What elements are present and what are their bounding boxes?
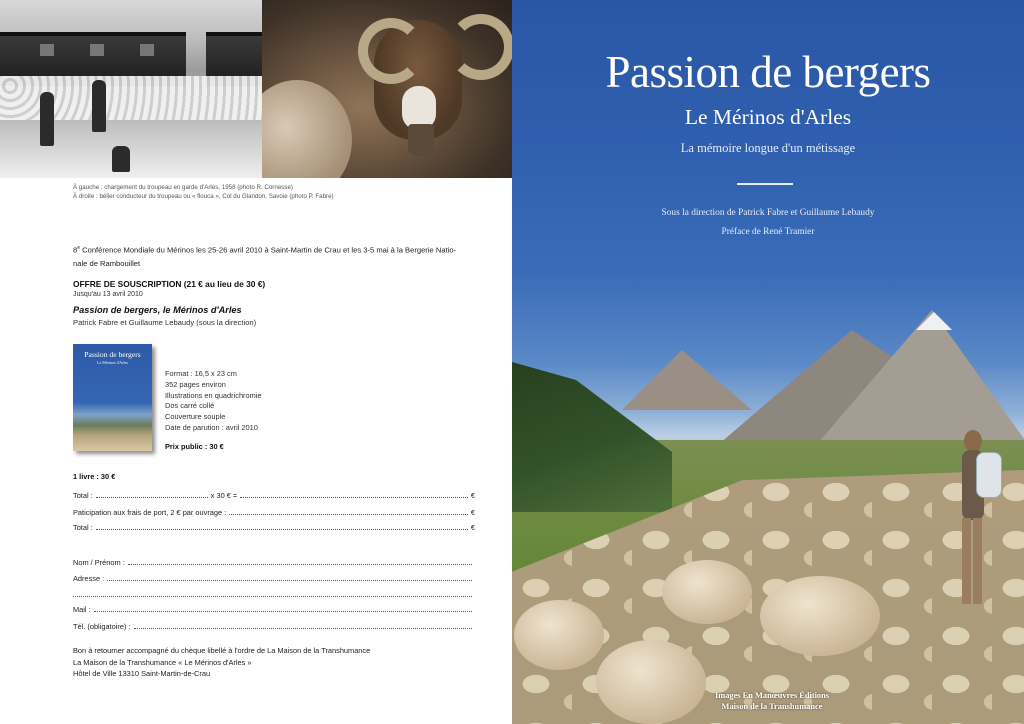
spec-item: Date de parution : avril 2010 xyxy=(165,422,258,432)
divider xyxy=(737,183,793,185)
mail-row: Mail : xyxy=(73,604,475,614)
offer-deadline: Jusqu'au 13 avril 2010 xyxy=(73,291,143,298)
cover-subtitle: Le Mérinos d'Arles xyxy=(684,105,852,129)
return-line: Hôtel de Ville 13310 Saint-Martin-de-Crau xyxy=(73,669,211,679)
name-row: Nom / Prénom : xyxy=(73,557,475,567)
photo-herd-loading xyxy=(0,0,262,178)
book-title: Passion de bergers, le Mérinos d'Arles xyxy=(73,305,242,315)
sheep xyxy=(662,560,752,624)
thumbnail-subtitle: Le Mérinos d'Arles xyxy=(97,360,128,365)
mail-field[interactable] xyxy=(94,604,472,612)
publishers xyxy=(682,690,862,712)
mountain xyxy=(812,310,1024,450)
cover-preface: Préface de René Tramier xyxy=(721,227,815,237)
grand-total-field[interactable] xyxy=(96,522,468,530)
shepherd-figure xyxy=(954,430,990,610)
spec-item: 352 pages environ xyxy=(165,379,226,389)
return-line: Bon à retourner accompagné du chèque libellé à l'ordre de La Maison de la Transhumance xyxy=(73,646,371,655)
publisher-line: Maison de la Transhumance xyxy=(721,702,823,711)
cover-title: Passion de bergers xyxy=(605,47,931,97)
publisher-line: Images En Manœuvres Éditions xyxy=(714,691,830,700)
conference-intro: 8e Conférence Mondiale du Mérinos les 25-26 avril 2010 à Saint-Martin de Crau et les 3-5 mai à la Bergerie Natio- nale de Rambouillet xyxy=(73,245,457,268)
subtotal-field[interactable] xyxy=(240,490,468,498)
offer-title: OFFRE DE SOUSCRIPTION (21 € au lieu de 30 €) xyxy=(73,279,266,289)
grand-total-row: Total : € xyxy=(73,523,475,532)
book-specs xyxy=(165,369,262,434)
ram-horn xyxy=(448,14,512,80)
caption-line: À droite : bélier conducteur du troupeau ou « flouca », Col du Glandon, Savoie (photo P. Fabre) xyxy=(73,192,334,200)
return-instructions xyxy=(73,645,370,680)
bell-icon xyxy=(408,124,434,156)
unit-price: 1 livre : 30 € xyxy=(73,472,116,481)
mountain xyxy=(622,350,752,410)
return-line: La Maison de la Transhumance « Le Mérinos d'Arles » xyxy=(73,657,252,667)
spec-item: Couverture souple xyxy=(165,412,226,422)
sheep xyxy=(514,600,604,670)
phone-field[interactable] xyxy=(134,621,472,629)
address-row: Adresse : xyxy=(73,573,475,583)
book-authors: Patrick Fabre et Guillaume Lebaudy (sous la direction) xyxy=(73,318,257,327)
ram-horn xyxy=(358,18,424,84)
sheep xyxy=(760,576,880,656)
name-field[interactable] xyxy=(128,557,472,565)
caption-line: À gauche : chargement du troupeau en garde d'Arles, 1958 (photo R. Cornesse) xyxy=(73,184,293,191)
cover-tagline: La mémoire longue d'un métissage xyxy=(680,141,856,155)
quantity-field[interactable] xyxy=(96,490,208,498)
shipping-row: Paticipation aux frais de port, 2 € par ouvrage : € xyxy=(73,508,475,517)
thumbnail-title: Passion de bergers xyxy=(84,350,141,359)
book-cover xyxy=(512,0,1024,724)
cover-direction: Sous la direction de Patrick Fabre et Guillaume Lebaudy xyxy=(661,208,875,218)
public-price: Prix public : 30 € xyxy=(165,442,224,451)
shipping-field[interactable] xyxy=(229,507,468,515)
address-field[interactable] xyxy=(107,573,472,581)
snow-peak xyxy=(916,312,952,330)
total-quantity-row: Total : x 30 € = € xyxy=(73,491,475,500)
photo-lead-ram xyxy=(262,0,512,178)
book-cover-thumbnail xyxy=(73,344,152,451)
address-field-line2[interactable] xyxy=(73,589,472,597)
phone-row: Tél. (obligatoire) : xyxy=(73,621,475,631)
address-continuation-row xyxy=(73,589,475,599)
backpack-icon xyxy=(976,452,1002,498)
spec-item: Illustrations en quadrichromie xyxy=(165,390,262,400)
photo-caption xyxy=(73,184,334,201)
spec-item: Dos carré collé xyxy=(165,401,215,411)
spec-item: Format : 16,5 x 23 cm xyxy=(165,369,237,378)
